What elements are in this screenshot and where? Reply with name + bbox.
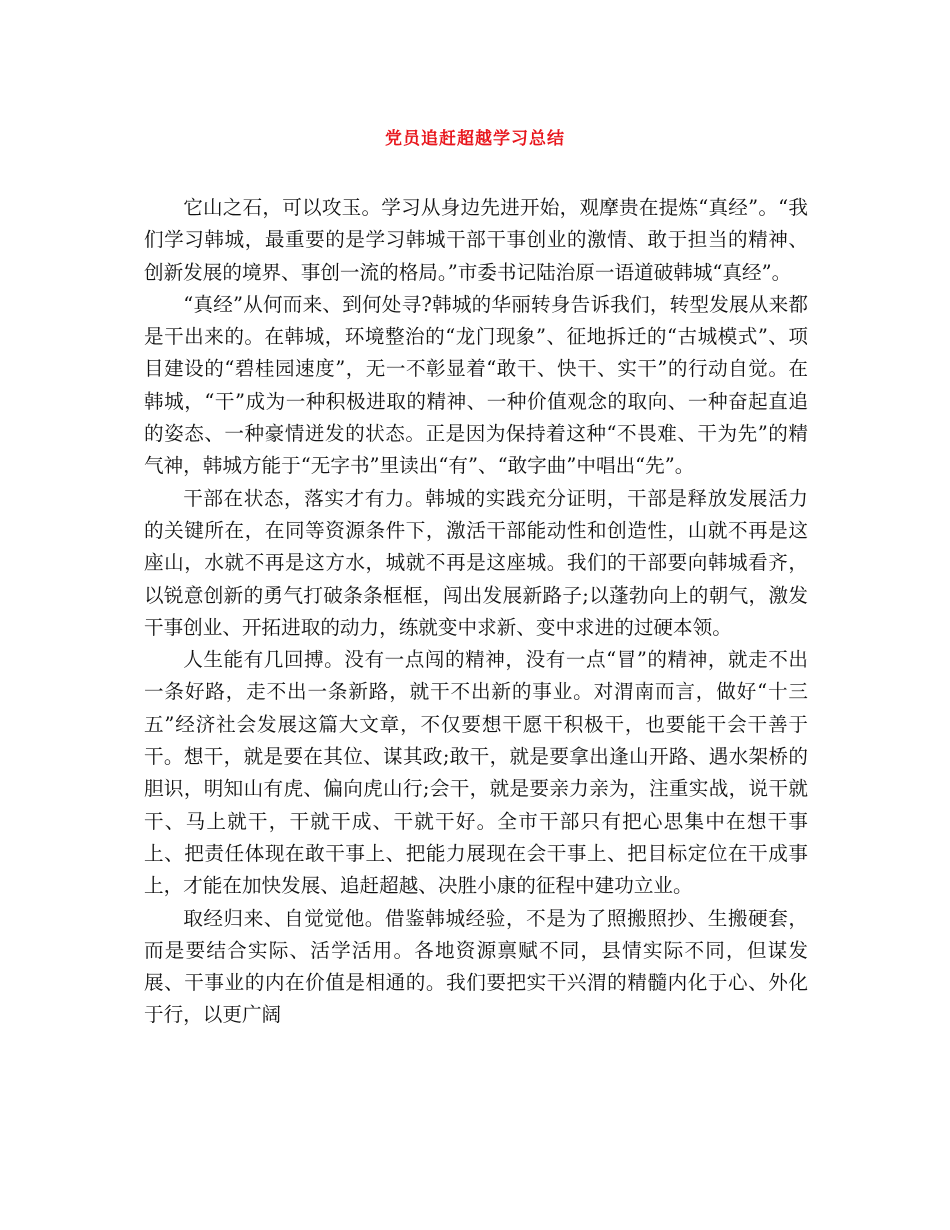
paragraph-1: 它山之石，可以攻玉。学习从身边先进开始，观摩贵在提炼“真经”。“我们学习韩城，最重要的是学习韩城干部干事创业的激情、敢于担当的精神、创新发展的境界、事创一流的格局。”市委书记陆治原一语道破韩城“真经”。 xyxy=(144,196,808,284)
document-title: 党员追赶超越学习总结 xyxy=(385,129,565,149)
paragraph-3: 干部在状态，落实才有力。韩城的实践充分证明，干部是释放发展活力的关键所在，在同等资源条件下，激活干部能动性和创造性，山就不再是这座山，水就不再是这方水，城就不再是这座城。我们的干部要向韩城看齐，以锐意创新的勇气打破条条框框，闯出发展新路子;以蓬勃向上的朝气，激发干事创业、开拓进取的动力，练就变中求新、变中求进的过硬本领。 xyxy=(144,486,808,639)
document-body xyxy=(144,192,808,1032)
paragraph-4: 人生能有几回搏。没有一点闯的精神，没有一点“冒”的精神，就走不出一条好路，走不出一条新路，就干不出新的事业。对渭南而言，做好“十三五”经济社会发展这篇大文章，不仅要想干愿干积极干，也要能干会干善于干。想干，就是要在其位、谋其政;敢干，就是要拿出逢山开路、遇水架桥的胆识，明知山有虎、偏向虎山行;会干，就是要亲力亲为，注重实战，说干就干、马上就干，干就干成、干就干好。全市干部只有把心思集中在想干事上、把责任体现在敢干事上、把能力展现在会干事上、把目标定位在干成事上，才能在加快发展、追赶超越、决胜小康的征程中建功立业。 xyxy=(144,648,808,898)
paragraph-2: “真经”从何而来、到何处寻?韩城的华丽转身告诉我们，转型发展从来都是干出来的。在韩城，环境整治的“龙门现象”、征地拆迁的“古城模式”、项目建设的“碧桂园速度”，无一不彰显着“敢干、快干、实干”的行动自觉。在韩城，“干”成为一种积极进取的精神、一种价值观念的取向、一种奋起直追的姿态、一种豪情迸发的状态。正是因为保持着这种“不畏难、干为先”的精气神，韩城方能于“无字书”里读出“有”、“敢字曲”中唱出“先”。 xyxy=(144,292,808,478)
paragraph-5: 取经归来、自觉觉他。借鉴韩城经验，不是为了照搬照抄、生搬硬套，而是要结合实际、活学活用。各地资源禀赋不同，县情实际不同，但谋发展、干事业的内在价值是相通的。我们要把实干兴渭的精髓内化于心、外化于行，以更广阔 xyxy=(144,906,808,1027)
